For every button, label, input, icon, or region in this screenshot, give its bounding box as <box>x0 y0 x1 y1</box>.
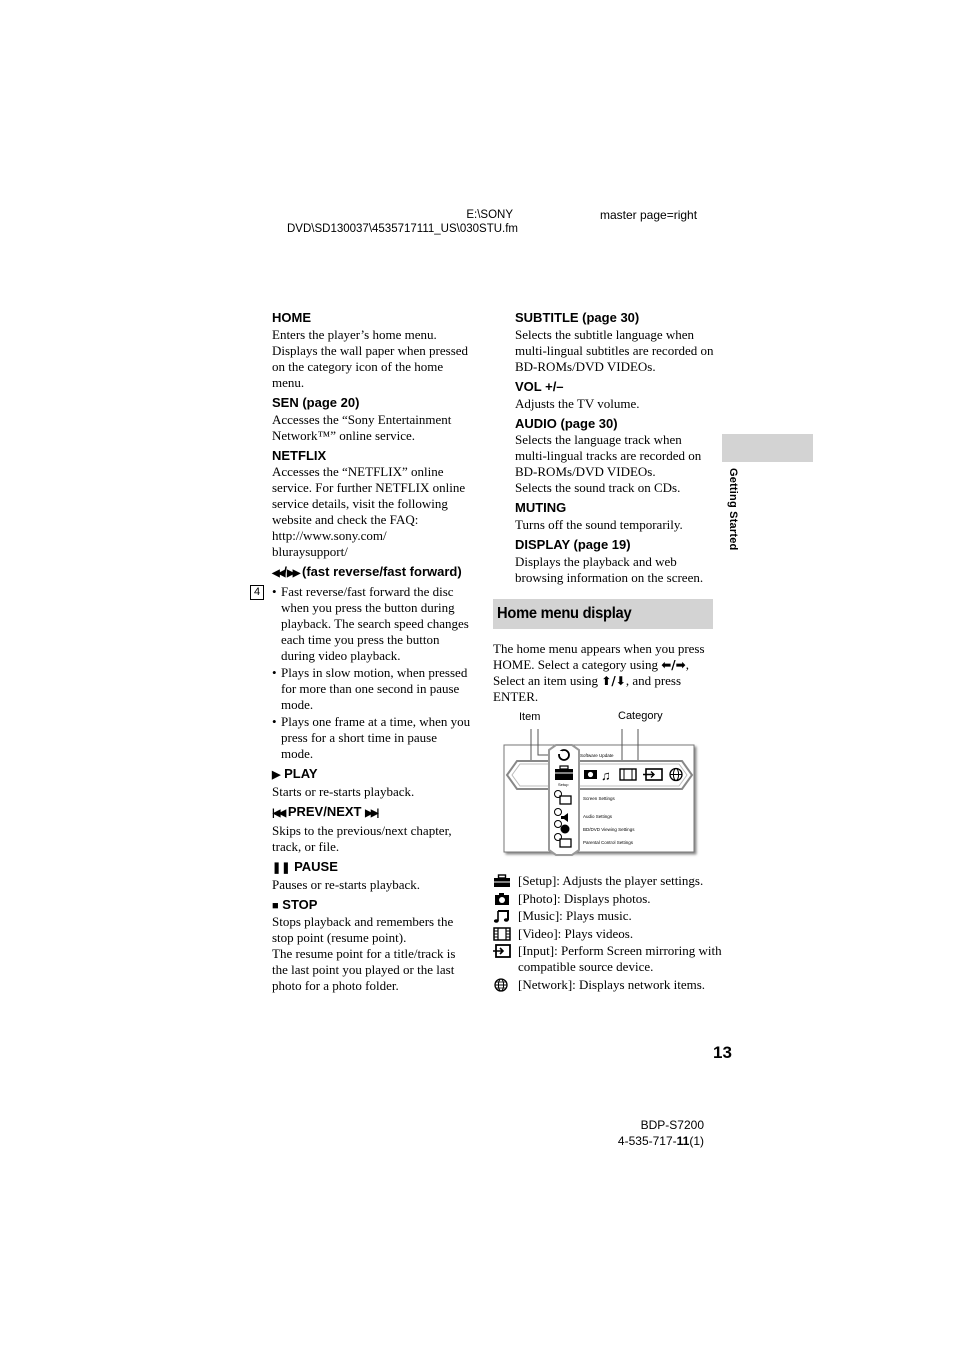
file-path <box>287 208 518 236</box>
side-tab-label: Getting Started <box>727 468 739 551</box>
master-page-label: master page=right <box>600 208 698 222</box>
audio-text-2: Selects the sound track on CDs. <box>515 480 681 495</box>
pause-entry <box>272 859 472 893</box>
file-path-line2: DVD\SD130037\4535717111_US\030STU.fm <box>287 223 518 235</box>
ffrew-bullet: • Plays one frame at a time, when you press for a short time in pause mode. <box>272 714 472 762</box>
stop-text-1: Stops playback and remembers the stop point (resume point). <box>272 914 454 945</box>
subtitle-entry <box>515 310 715 375</box>
display-title: DISPLAY (page 19) <box>515 537 631 552</box>
audio-title: AUDIO (page 30) <box>515 416 618 431</box>
netflix-url-line1: http://www.sony.com/ <box>272 528 387 543</box>
prev-icon: |◀◀ <box>272 808 285 819</box>
setup-label: Setup <box>558 782 569 787</box>
diagram-label-category: Category <box>618 710 663 722</box>
prevnext-title-text: PREV/NEXT <box>287 804 362 819</box>
legend-item <box>493 873 723 889</box>
vol-title: VOL +/– <box>515 379 564 394</box>
intro-part-c: , and press ENTER. <box>493 673 682 704</box>
stop-entry <box>272 897 472 994</box>
netflix-entry <box>272 448 472 560</box>
muting-entry <box>515 500 715 533</box>
pause-title <box>272 859 472 876</box>
intro-part-b: , Select an item using <box>493 657 689 688</box>
music-icon: ♫ <box>601 768 611 783</box>
legend-text: [Music]: Plays music. <box>518 908 632 923</box>
play-text: Starts or re-starts playback. <box>272 784 415 799</box>
bddvd-settings-label: BD/DVD Viewing Settings <box>583 827 635 832</box>
pause-text: Pauses or re-starts playback. <box>272 877 421 892</box>
fast-forward-icon: ▶▶ <box>287 568 299 579</box>
item-number-box: 4 <box>250 585 264 600</box>
pause-icon: ❚❚ <box>272 862 291 874</box>
music-icon <box>493 909 511 923</box>
play-title-text: PLAY <box>284 766 318 781</box>
photo-icon <box>584 770 597 779</box>
legend-item <box>493 943 723 975</box>
home-entry <box>272 310 472 391</box>
ffrew-bullets <box>272 584 472 762</box>
play-title <box>272 766 472 783</box>
muting-title: MUTING <box>515 500 567 515</box>
display-text: Displays the playback and web browsing information on the screen. <box>515 554 704 585</box>
stop-title-text: STOP <box>282 897 318 912</box>
legend-text: [Video]: Plays videos. <box>518 925 634 941</box>
legend-item <box>493 926 723 942</box>
setup-icon <box>493 874 511 888</box>
fast-reverse-icon: ◀◀ <box>272 568 284 579</box>
home-text: Enters the player’s home menu. Displays the wall paper when pressed on the category icon of the home menu. <box>272 327 469 390</box>
intro-part-a: The home menu appears when you press HOME. Select a category using <box>493 641 705 672</box>
up-down-arrow-icon: ⬆/⬇ <box>601 674 626 688</box>
legend-item <box>493 891 723 907</box>
left-right-arrow-icon: ⬅/➡ <box>661 658 686 672</box>
photo-icon <box>493 892 511 906</box>
vol-entry <box>515 379 715 412</box>
vol-text: Adjusts the TV volume. <box>515 396 640 411</box>
legend-text: [Input]: Perform Screen mirroring with compatible source device. <box>518 943 722 974</box>
home-menu-intro <box>493 641 715 705</box>
stop-icon: ■ <box>272 900 279 912</box>
left-column <box>272 310 472 998</box>
document-code <box>580 1134 704 1148</box>
sen-entry <box>272 395 472 444</box>
code-suffix: (1) <box>689 1134 704 1148</box>
subtitle-text: Selects the subtitle language when multi-lingual subtitles are recorded on BD-ROMs/DVD VIDEOs. <box>515 327 714 374</box>
side-tab <box>722 434 813 462</box>
legend-item <box>493 908 723 924</box>
netflix-url-line2: bluraysupport/ <box>272 544 348 559</box>
screen-settings-label: Screen Settings <box>583 796 615 801</box>
prevnext-entry <box>272 804 472 855</box>
ffrew-bullet: • Plays in slow motion, when pressed for more than one second in pause mode. <box>272 665 472 713</box>
video-icon <box>493 927 511 941</box>
stop-title <box>272 897 472 914</box>
netflix-title: NETFLIX <box>272 448 327 463</box>
netflix-text: Accesses the “NETFLIX” online service. For further NETFLIX online service details, visit the following website and check the FAQ: <box>272 464 466 527</box>
home-menu-diagram <box>500 725 705 860</box>
code-bold: 11 <box>676 1134 690 1148</box>
audio-settings-label: Audio Settings <box>583 814 613 819</box>
category-legend <box>493 873 723 994</box>
input-icon <box>493 944 511 958</box>
right-column <box>515 310 715 590</box>
software-update-label: Software Update <box>580 753 614 758</box>
sen-text: Accesses the “Sony Entertainment Network™” online service. <box>272 412 452 443</box>
model-number: BDP-S7200 <box>640 1118 704 1132</box>
ffrew-bullet: • Fast reverse/fast forward the disc when you press the button during playback. The search speed changes each time you press the button during video playback. <box>272 584 472 664</box>
play-entry <box>272 766 472 800</box>
muting-text: Turns off the sound temporarily. <box>515 517 683 532</box>
subtitle-title: SUBTITLE (page 30) <box>515 310 640 325</box>
home-title: HOME <box>272 310 311 325</box>
prevnext-title <box>272 804 472 822</box>
ffrew-entry <box>272 564 472 762</box>
page-number: 13 <box>713 1043 732 1062</box>
legend-text: [Photo]: Displays photos. <box>518 890 651 906</box>
ffrew-title: ◀◀/▶▶ (fast reverse/fast forward) <box>272 564 462 579</box>
sen-title: SEN (page 20) <box>272 395 360 410</box>
prevnext-text: Skips to the previous/next chapter, track, or file. <box>272 823 452 854</box>
file-path-line1: E:\SONY <box>466 209 513 221</box>
audio-text-1: Selects the language track when multi-lingual tracks are recorded on BD-ROMs/DVD VIDEOs. <box>515 432 702 479</box>
section-title: Home menu display <box>497 605 632 622</box>
legend-text: [Network]: Displays network items. <box>518 976 706 992</box>
legend-text: [Setup]: Adjusts the player settings. <box>518 873 704 888</box>
stop-text-2: The resume point for a title/track is the last point you played or the last photo for a photo folder. <box>272 946 456 993</box>
diagram-label-item: Item <box>519 711 541 723</box>
audio-entry <box>515 416 715 496</box>
ffrew-title-text: (fast reverse/fast forward) <box>298 564 462 579</box>
legend-item <box>493 977 723 993</box>
next-icon: ▶▶| <box>365 808 378 819</box>
network-icon <box>493 978 511 992</box>
display-entry <box>515 537 715 586</box>
code-prefix: 4-535-717- <box>617 1134 677 1148</box>
parental-settings-label: Parental Control Settings <box>583 840 634 845</box>
pause-title-text: PAUSE <box>294 859 338 874</box>
play-icon: ▶ <box>272 769 281 781</box>
